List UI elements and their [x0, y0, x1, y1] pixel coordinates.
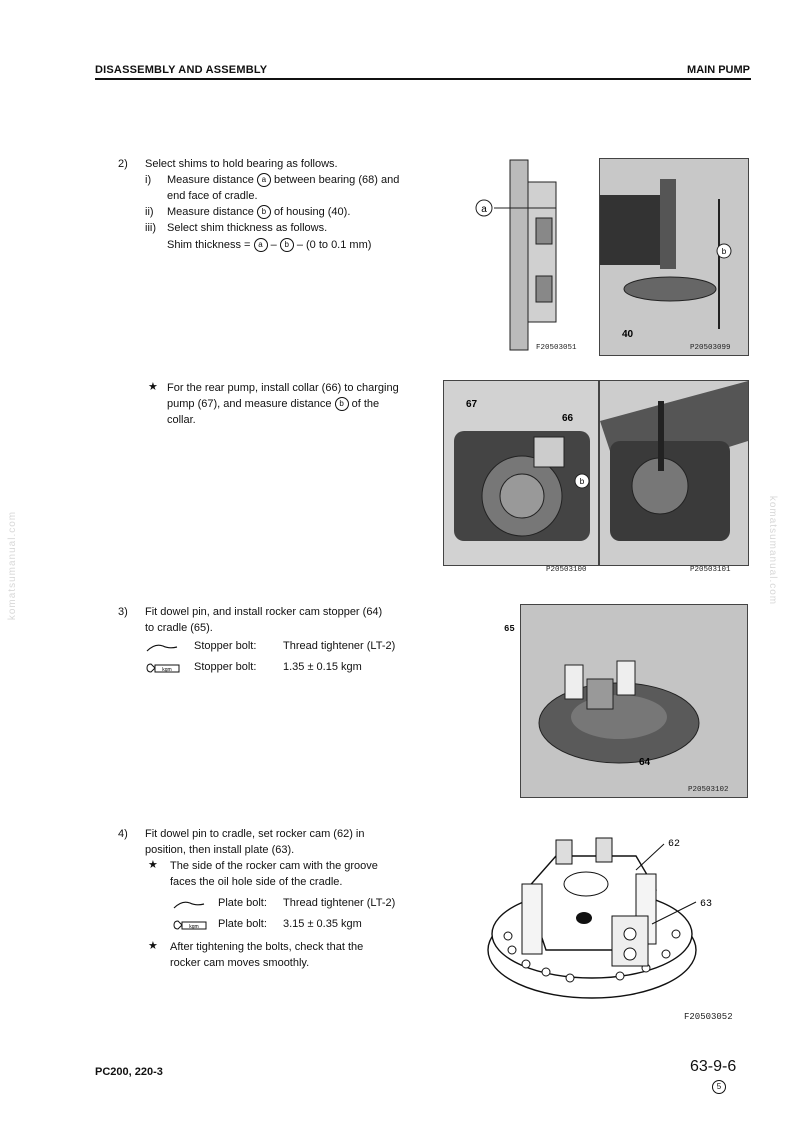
fig2-label-40: 40 — [622, 329, 634, 340]
fig6-caption: F20503052 — [684, 1012, 733, 1022]
step-4-spec1-value: Thread tightener (LT-2) — [283, 897, 396, 909]
svg-text:kgm: kgm — [162, 667, 172, 673]
fig3-label-67: 67 — [466, 399, 478, 410]
step-3-line1: Fit dowel pin, and install rocker cam stopper (64) — [145, 606, 383, 618]
step-2-i-text: Measure distance a between bearing (68) and — [167, 174, 400, 186]
step-3-spec1-value: Thread tightener (LT-2) — [283, 640, 396, 652]
step-3-spec2-value: 1.35 ± 0.15 kgm — [283, 661, 362, 673]
step-4-star2-line1: After tightening the bolts, check that the — [170, 941, 364, 953]
fig1-label-a: a — [481, 204, 487, 215]
rocker-cam-drawing — [486, 830, 726, 1010]
fig2-label-b: b — [721, 247, 727, 256]
step-3-number: 3) — [118, 606, 128, 618]
step-4-number: 4) — [118, 828, 128, 840]
cradle-stopper-photo — [520, 604, 748, 798]
step-2-title: Select shims to hold bearing as follows. — [145, 158, 338, 170]
header-divider — [95, 78, 751, 80]
mark-b: b — [257, 205, 271, 219]
page-number: 63-9-6 — [690, 1058, 737, 1075]
step-4-spec2-value: 3.15 ± 0.35 kgm — [283, 918, 362, 930]
watermark-left: komatsumanual.com — [7, 510, 19, 621]
step-2-i-num: i) — [145, 174, 152, 186]
step-4-spec2-label: Plate bolt: — [218, 918, 267, 930]
rear-pump-star: ★ — [148, 381, 158, 393]
watermark-right: komatsumanual.com — [767, 495, 779, 606]
fig3-label-66: 66 — [562, 413, 574, 424]
step-2-ii-text: Measure distance b of housing (40). — [167, 206, 351, 218]
collar-measure-photo — [599, 380, 749, 566]
shim-formula: Shim thickness = a – b – (0 to 0.1 mm) — [167, 239, 372, 251]
step-2-i-text-2: end face of cradle. — [167, 190, 258, 202]
step-4-star2: ★ — [148, 940, 158, 952]
step-3-line2: to cradle (65). — [145, 622, 213, 634]
rear-pump-line2: pump (67), and measure distance b of the — [167, 398, 380, 410]
model-number: PC200, 220-3 — [95, 1066, 163, 1078]
step-3-spec1-label: Stopper bolt: — [194, 640, 257, 652]
step-4-star1-line1: The side of the rocker cam with the groove — [170, 860, 378, 872]
bearing-section-drawing — [470, 158, 590, 354]
rear-pump-line1: For the rear pump, install collar (66) to charging — [167, 382, 399, 394]
step-2-iii-num: iii) — [145, 222, 156, 234]
step-4-star1: ★ — [148, 859, 158, 871]
step-4-line1: Fit dowel pin to cradle, set rocker cam (62) in — [145, 828, 365, 840]
fig1-caption: F20503051 — [536, 344, 577, 352]
fig5-caption: P20503102 — [688, 786, 729, 794]
fig3-label-b: b — [579, 477, 585, 486]
revision-badge: 5 — [712, 1080, 726, 1094]
thread-tightener-icon — [145, 640, 179, 658]
fig5-label-65-outside: 65 — [504, 624, 515, 634]
section-title: DISASSEMBLY AND ASSEMBLY — [95, 64, 268, 76]
torque-wrench-icon-2 — [172, 918, 208, 930]
step-4-spec1-label: Plate bolt: — [218, 897, 267, 909]
step-4-line2: position, then install plate (63). — [145, 844, 295, 856]
fig4-caption: P20503101 — [690, 566, 731, 574]
step-2-iii-text: Select shim thickness as follows. — [167, 222, 328, 234]
fig6-label-62: 62 — [668, 839, 681, 850]
component-title: MAIN PUMP — [687, 64, 750, 76]
charging-pump-photo — [443, 380, 599, 566]
fig3-caption: P20503100 — [546, 566, 587, 574]
step-4-star2-line2: rocker cam moves smoothly. — [170, 957, 310, 969]
step-2-number: 2) — [118, 158, 128, 170]
mark-a: a — [257, 173, 271, 187]
rear-pump-line3: collar. — [167, 414, 196, 426]
step-2-ii-num: ii) — [145, 206, 154, 218]
fig5-label-64: 64 — [639, 757, 651, 768]
fig6-label-63: 63 — [700, 899, 713, 910]
torque-wrench-icon — [145, 661, 181, 673]
step-4-star1-line2: faces the oil hole side of the cradle. — [170, 876, 343, 888]
svg-text:kgm: kgm — [189, 924, 199, 930]
thread-tightener-icon-2 — [172, 897, 206, 915]
fig2-caption: P20503099 — [690, 344, 731, 352]
housing-measure-photo — [599, 158, 749, 356]
step-3-spec2-label: Stopper bolt: — [194, 661, 257, 673]
